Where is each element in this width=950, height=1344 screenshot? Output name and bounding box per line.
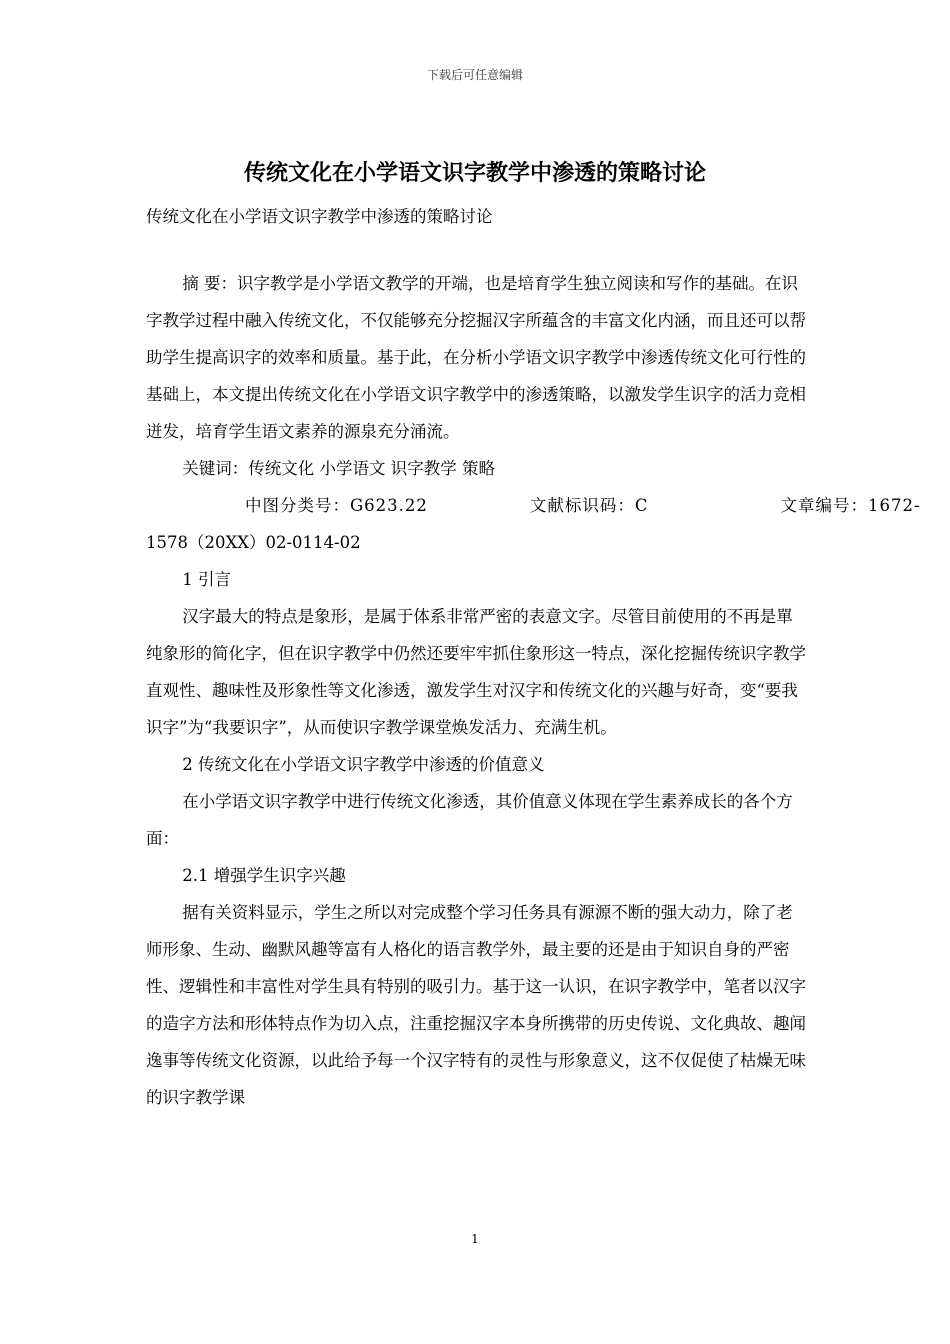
article-number-start: 文章编号：1672- [780,496,921,515]
document-subtitle: 传统文化在小学语文识字教学中渗透的策略讨论 [146,207,493,226]
clc-number: 中图分类号：G623.22 [245,496,428,515]
keywords-line: 关键词：传统文化 小学语文 识字教学 策略 [182,459,496,478]
classification-line [146,487,921,524]
header-note: 下载后可任意编辑 [426,68,523,82]
page-number: 1 [471,1232,479,1246]
abstract-paragraph: 摘 要：识字教学是小学语文教学的开端，也是培育学生独立阅读和写作的基础。在识字教学过程中融入传统文化，不仅能够充分挖掘汉字所蕴含的丰富文化内涵，而且还可以帮助学生提高识字的效率和质量。基于此，在分析小学语文识字教学中渗透传统文化可行性的基础上，本文提出传统文化在小学语文识字教学中的渗透策略，以激发学生识字的活力竞相迸发，培育学生语文素养的源泉充分涌流。 [146,274,806,441]
document-body [146,198,921,1116]
section-heading: 2 传统文化在小学语文识字教学中渗透的价值意义 [182,755,545,774]
article-number-end: 1578（20XX）02-0114-02 [146,533,361,552]
document-title: 传统文化在小学语文识字教学中渗透的策略讨论 [243,160,706,186]
section-paragraph: 汉字最大的特点是象形，是属于体系非常严密的表意文字。尽管目前使用的不再是單纯象形的简化字，但在识字教学中仍然还要牢牢抓住象形这一特点，深化挖掘传统识字教学直观性、趣味性及形象性等文化渗透，激发学生对汉字和传统文化的兴趣与好奇，变“要我识字”为“我要识字”，从而使识字教学课堂焕发活力、充满生机。 [146,607,806,737]
section-paragraph: 在小学语文识字教学中进行传统文化渗透，其价值意义体现在学生素养成长的各个方面： [146,792,793,848]
subsection-heading: 2.1 增强学生识字兴趣 [182,866,346,885]
document-code: 文献标识码：C [529,496,649,515]
section-heading: 1 引言 [182,570,232,589]
subsection-paragraph: 据有关资料显示，学生之所以对完成整个学习任务具有源源不断的强大动力，除了老师形象、生动、幽默风趣等富有人格化的语言教学外，最主要的还是由于知识自身的严密性、逻辑性和丰富性对学生具有特别的吸引力。基于这一认识，在识字教学中，笔者以汉字的造字方法和形体特点作为切入点，注重挖掘汉字本身所携带的历史传说、文化典故、趣闻逸事等传统文化资源，以此给予每一个汉字特有的灵性与形象意义，这不仅促使了枯燥无味的识字教学课 [146,903,806,1107]
